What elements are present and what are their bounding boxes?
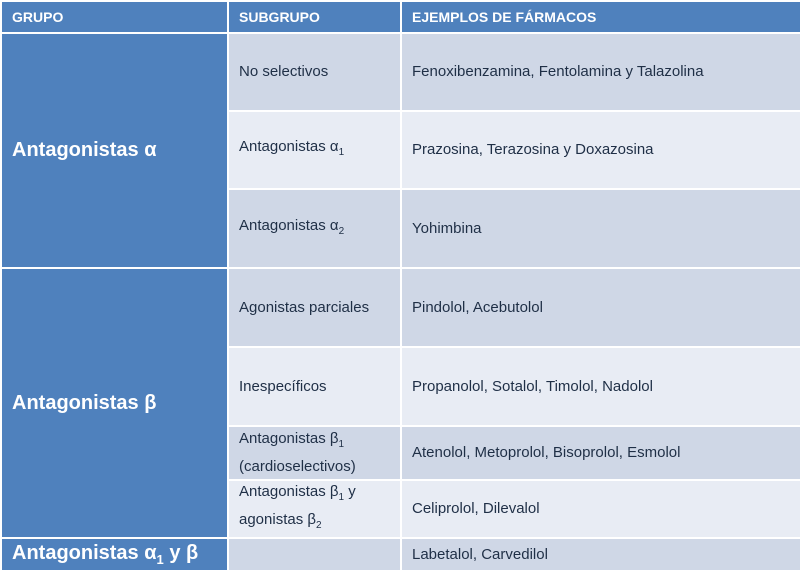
group-label: y β (163, 542, 199, 564)
subgroup-text: agonistas β (239, 511, 317, 528)
subgroup-cell: Inespecíficos (228, 347, 401, 426)
subgroup-text: Antagonistas α (239, 216, 339, 234)
subscript: 1 (156, 552, 164, 567)
subgroup-text: Antagonistas α (239, 138, 339, 155)
examples-cell: Prazosina, Terazosina y Doxazosina (401, 111, 800, 189)
examples-cell: Labetalol, Carvedilol (401, 538, 800, 571)
subgroup-cell (228, 480, 401, 538)
examples-cell: Fenoxibenzamina, Fentolamina y Talazolina (401, 33, 800, 111)
group-beta-label: Antagonistas β (12, 391, 157, 414)
subgroup-text: (cardioselectivos) (239, 458, 356, 475)
group-beta-cell (1, 268, 228, 538)
subgroup-cell (228, 189, 401, 268)
header-grupo: GRUPO (1, 1, 228, 33)
subscript: 1 (338, 492, 345, 503)
subgroup-text: Antagonistas β (239, 483, 339, 500)
subgroup-cell (228, 538, 401, 571)
subscript: 1 (338, 439, 345, 450)
subscript: 2 (316, 520, 322, 531)
examples-cell: Propanolol, Sotalol, Timolol, Nadolol (401, 347, 800, 426)
subgroup-cell (228, 111, 401, 189)
subscript: 1 (338, 147, 345, 158)
subgroup-text: Antagonistas β (239, 430, 339, 447)
subgroup-cell: No selectivos (228, 33, 401, 111)
table-header-row (1, 1, 800, 33)
examples-cell: Pindolol, Acebutolol (401, 268, 800, 347)
table-row (1, 538, 800, 571)
group-alpha-label: Antagonistas α (12, 139, 157, 161)
subgroup-text: y (344, 483, 356, 500)
examples-cell: Yohimbina (401, 189, 800, 268)
table-row (1, 33, 800, 111)
group-alpha-cell (1, 33, 228, 268)
subgroup-cell (228, 426, 401, 480)
subgroup-cell: Agonistas parciales (228, 268, 401, 347)
header-ejemplos: EJEMPLOS DE FÁRMACOS (401, 1, 800, 33)
subscript: 2 (338, 225, 345, 237)
group-alpha1-beta-cell (1, 538, 228, 571)
examples-cell: Celiprolol, Dilevalol (401, 480, 800, 538)
table-row (1, 268, 800, 347)
header-subgrupo: SUBGRUPO (228, 1, 401, 33)
examples-cell: Atenolol, Metoprolol, Bisoprolol, Esmolol (401, 426, 800, 480)
group-label: Antagonistas α (12, 542, 157, 564)
